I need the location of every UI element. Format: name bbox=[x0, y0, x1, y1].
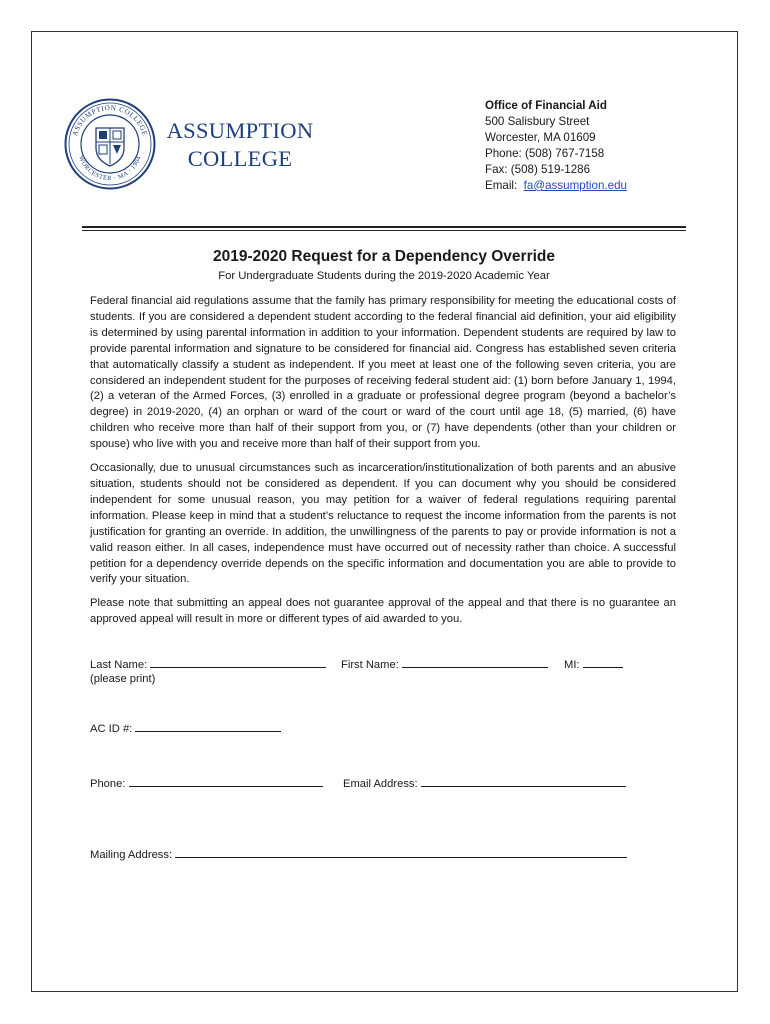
please-print-note: (please print) bbox=[90, 673, 156, 685]
mailing-address-label: Mailing Address: bbox=[90, 849, 173, 861]
office-fax: Fax: (508) 519-1286 bbox=[485, 163, 591, 176]
paragraph-disclaimer: Please note that submitting an appeal does not guarantee approval of the appeal and that there is no guarantee an approved appeal will result in more or different types of aid awarded to you. bbox=[90, 597, 676, 626]
page-title: 2019-2020 Request for a Dependency Override bbox=[212, 248, 555, 265]
college-seal-logo bbox=[64, 98, 156, 190]
page-subtitle: For Undergraduate Students during the 2019-2020 Academic Year bbox=[218, 270, 550, 282]
office-email-label: Email: bbox=[485, 179, 518, 192]
college-name-line2: COLLEGE bbox=[187, 146, 293, 171]
header-divider-thick bbox=[82, 226, 686, 228]
email-input-line[interactable] bbox=[421, 775, 626, 787]
office-email-line bbox=[485, 178, 627, 194]
phone-field bbox=[90, 775, 323, 792]
paragraph-criteria: Federal financial aid regulations assume that the family has primary responsibility for meeting the educational costs of students. If you are considered a dependent student according to the federal financial aid definition, your aid eligibility is determined by using parental information in addition to your information. Dependent students are required by law to provide parental information and signature to be considered for financial aid. Congress has established seven criteria that automatically classify a student as independent. If you meet at least one of the following seven criteria, you are considered an independent student for the purposes of receiving federal student aid: (1) born before January 1, 1994, (2) a veteran of the Armed Forces, (3) enrolled in a graduate or professional degree program (beyond a bachelor’s degree) in 2019-2020, (4) an orphan or ward of the court or ward of the court until age 18, (5) married, (6) have children who receive more than half of their support from you, or (7) have dependents (other than your children or spouse) who live with you and receive more than half of their support from you. bbox=[90, 295, 676, 451]
last-name-field bbox=[90, 656, 326, 673]
svg-text:ASSUMPTION COLLEGE: ASSUMPTION COLLEGE bbox=[71, 103, 149, 138]
office-street: 500 Salisbury Street bbox=[485, 115, 590, 128]
first-name-label: First Name: bbox=[341, 659, 399, 671]
ac-id-input-line[interactable] bbox=[135, 720, 281, 732]
college-name bbox=[160, 117, 320, 173]
paragraph-circumstances: Occasionally, due to unusual circumstances such as incarceration/institutionalization of both parents and an abusive situation, students should not be considered as dependent. If you can document why you should be considered independent for some unusual reason, you may petition for a waiver of federal regulations requiring parental information. Please keep in mind that a student’s reluctance to request the income information from the parents is not justification for granting an override. In addition, the unwillingness of the parents to pay or provide information is not a valid reason either. In all cases, independence must have occurred out of necessity rather than choice. A successful petition for a dependency override depends on the specific information and documentation you are able to provide to verify your situation. bbox=[90, 462, 676, 586]
mailing-address-field bbox=[90, 846, 627, 863]
body-text bbox=[90, 294, 676, 636]
header-divider-thin bbox=[82, 230, 686, 231]
mi-input-line[interactable] bbox=[583, 656, 623, 668]
last-name-input-line[interactable] bbox=[150, 656, 326, 668]
first-name-input-line[interactable] bbox=[402, 656, 548, 668]
phone-label: Phone: bbox=[90, 778, 126, 790]
first-name-field bbox=[341, 656, 548, 673]
phone-input-line[interactable] bbox=[129, 775, 323, 787]
office-contact-block bbox=[485, 98, 627, 194]
mi-field bbox=[564, 656, 623, 673]
college-name-line1: ASSUMPTION bbox=[166, 118, 314, 143]
office-phone: Phone: (508) 767-7158 bbox=[485, 147, 605, 160]
office-email-link[interactable]: fa@assumption.edu bbox=[523, 179, 627, 192]
email-field bbox=[343, 775, 626, 792]
svg-text:WORCESTER · MA · 1904: WORCESTER · MA · 1904 bbox=[77, 154, 143, 183]
last-name-label: Last Name: bbox=[90, 659, 148, 671]
office-title: Office of Financial Aid bbox=[485, 99, 607, 112]
mi-label: MI: bbox=[564, 659, 580, 671]
office-city: Worcester, MA 01609 bbox=[485, 131, 596, 144]
mailing-address-input-line[interactable] bbox=[175, 846, 627, 858]
ac-id-field bbox=[90, 720, 281, 737]
ac-id-label: AC ID #: bbox=[90, 723, 133, 735]
email-label: Email Address: bbox=[343, 778, 418, 790]
